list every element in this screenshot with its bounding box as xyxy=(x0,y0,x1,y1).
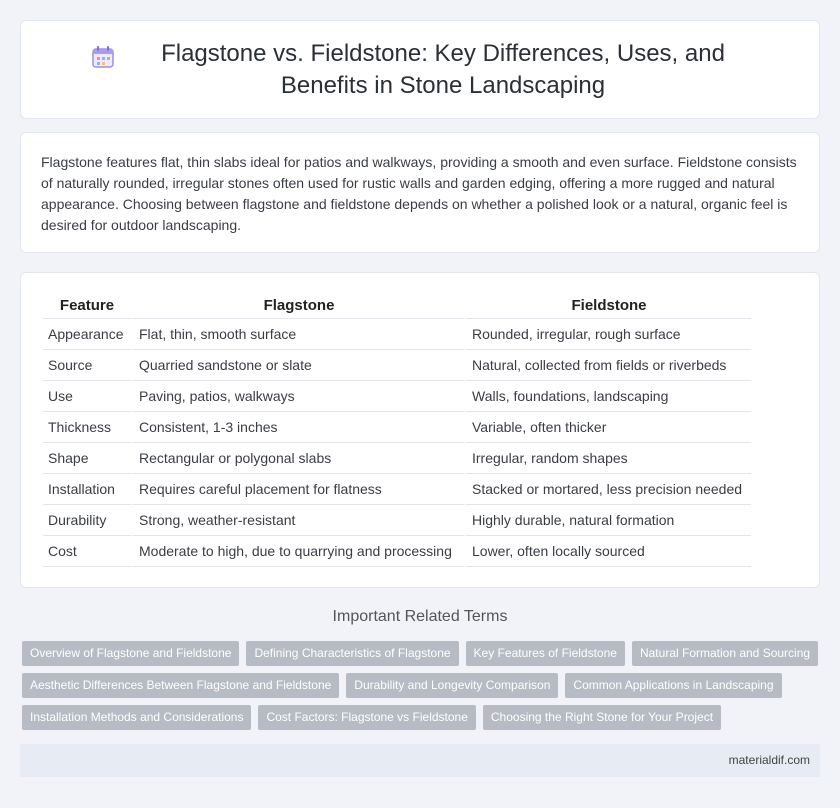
header-feature: Feature xyxy=(43,291,131,319)
comparison-table xyxy=(43,291,751,567)
table-row xyxy=(43,381,751,412)
flagstone-cell: Rectangular or polygonal slabs xyxy=(131,443,464,474)
feature-cell: Thickness xyxy=(43,412,131,443)
table-row xyxy=(43,319,751,350)
feature-cell: Appearance xyxy=(43,319,131,350)
flagstone-cell: Strong, weather-resistant xyxy=(131,505,464,536)
flagstone-cell: Requires careful placement for flatness xyxy=(131,474,464,505)
tag-row xyxy=(22,705,822,730)
feature-cell: Source xyxy=(43,350,131,381)
related-term-tag[interactable]: Overview of Flagstone and Fieldstone xyxy=(22,641,239,666)
fieldstone-cell: Rounded, irregular, rough surface xyxy=(464,319,751,350)
related-term-tag[interactable]: Key Features of Fieldstone xyxy=(466,641,625,666)
table-row xyxy=(43,350,751,381)
related-term-tag[interactable]: Defining Characteristics of Flagstone xyxy=(246,641,458,666)
feature-cell: Installation xyxy=(43,474,131,505)
table-row xyxy=(43,474,751,505)
flagstone-cell: Quarried sandstone or slate xyxy=(131,350,464,381)
fieldstone-cell: Variable, often thicker xyxy=(464,412,751,443)
table-header-row xyxy=(43,291,751,319)
fieldstone-cell: Highly durable, natural formation xyxy=(464,505,751,536)
fieldstone-cell: Walls, foundations, landscaping xyxy=(464,381,751,412)
table-row xyxy=(43,505,751,536)
table-row xyxy=(43,412,751,443)
flagstone-cell: Flat, thin, smooth surface xyxy=(131,319,464,350)
footer-site-link[interactable]: materialdif.com xyxy=(728,753,810,767)
related-terms-title: Important Related Terms xyxy=(332,608,508,625)
fieldstone-cell: Stacked or mortared, less precision needed xyxy=(464,474,751,505)
feature-cell: Cost xyxy=(43,536,131,567)
flagstone-cell: Consistent, 1-3 inches xyxy=(131,412,464,443)
comparison-card xyxy=(20,272,820,588)
calendar-icon xyxy=(90,44,116,70)
related-term-tag[interactable]: Common Applications in Landscaping xyxy=(565,673,781,698)
related-term-tag[interactable]: Installation Methods and Considerations xyxy=(22,705,251,730)
related-term-tag[interactable]: Cost Factors: Flagstone vs Fieldstone xyxy=(258,705,475,730)
header-flagstone: Flagstone xyxy=(131,291,464,319)
feature-cell: Use xyxy=(43,381,131,412)
header-fieldstone: Fieldstone xyxy=(464,291,751,319)
table-row xyxy=(43,536,751,567)
feature-cell: Shape xyxy=(43,443,131,474)
related-terms-list xyxy=(22,641,822,737)
intro-text: Flagstone features flat, thin slabs ideal for patios and walkways, providing a smooth and even surface. Fieldstone consists of naturally rounded, irregular stones often used for rustic walls and garden edging, offering a more rugged and natural appearance. Choosing between flagstone and fieldstone depends on whether a polished look or a natural, organic feel is desired for outdoor landscaping. xyxy=(41,154,797,233)
tag-row xyxy=(22,641,822,666)
tag-row xyxy=(22,673,822,698)
table-row xyxy=(43,443,751,474)
fieldstone-cell: Natural, collected from fields or riverbeds xyxy=(464,350,751,381)
flagstone-cell: Moderate to high, due to quarrying and processing xyxy=(131,536,464,567)
related-term-tag[interactable]: Durability and Longevity Comparison xyxy=(346,673,558,698)
related-term-tag[interactable]: Aesthetic Differences Between Flagstone and Fieldstone xyxy=(22,673,339,698)
fieldstone-cell: Lower, often locally sourced xyxy=(464,536,751,567)
related-term-tag[interactable]: Choosing the Right Stone for Your Project xyxy=(483,705,721,730)
related-term-tag[interactable]: Natural Formation and Sourcing xyxy=(632,641,818,666)
feature-cell: Durability xyxy=(43,505,131,536)
page-title: Flagstone vs. Fieldstone: Key Differences, Uses, and Benefits in Stone Landscaping xyxy=(161,39,725,99)
fieldstone-cell: Irregular, random shapes xyxy=(464,443,751,474)
header-card xyxy=(20,20,820,119)
flagstone-cell: Paving, patios, walkways xyxy=(131,381,464,412)
footer xyxy=(20,744,820,777)
intro-card xyxy=(20,132,820,253)
